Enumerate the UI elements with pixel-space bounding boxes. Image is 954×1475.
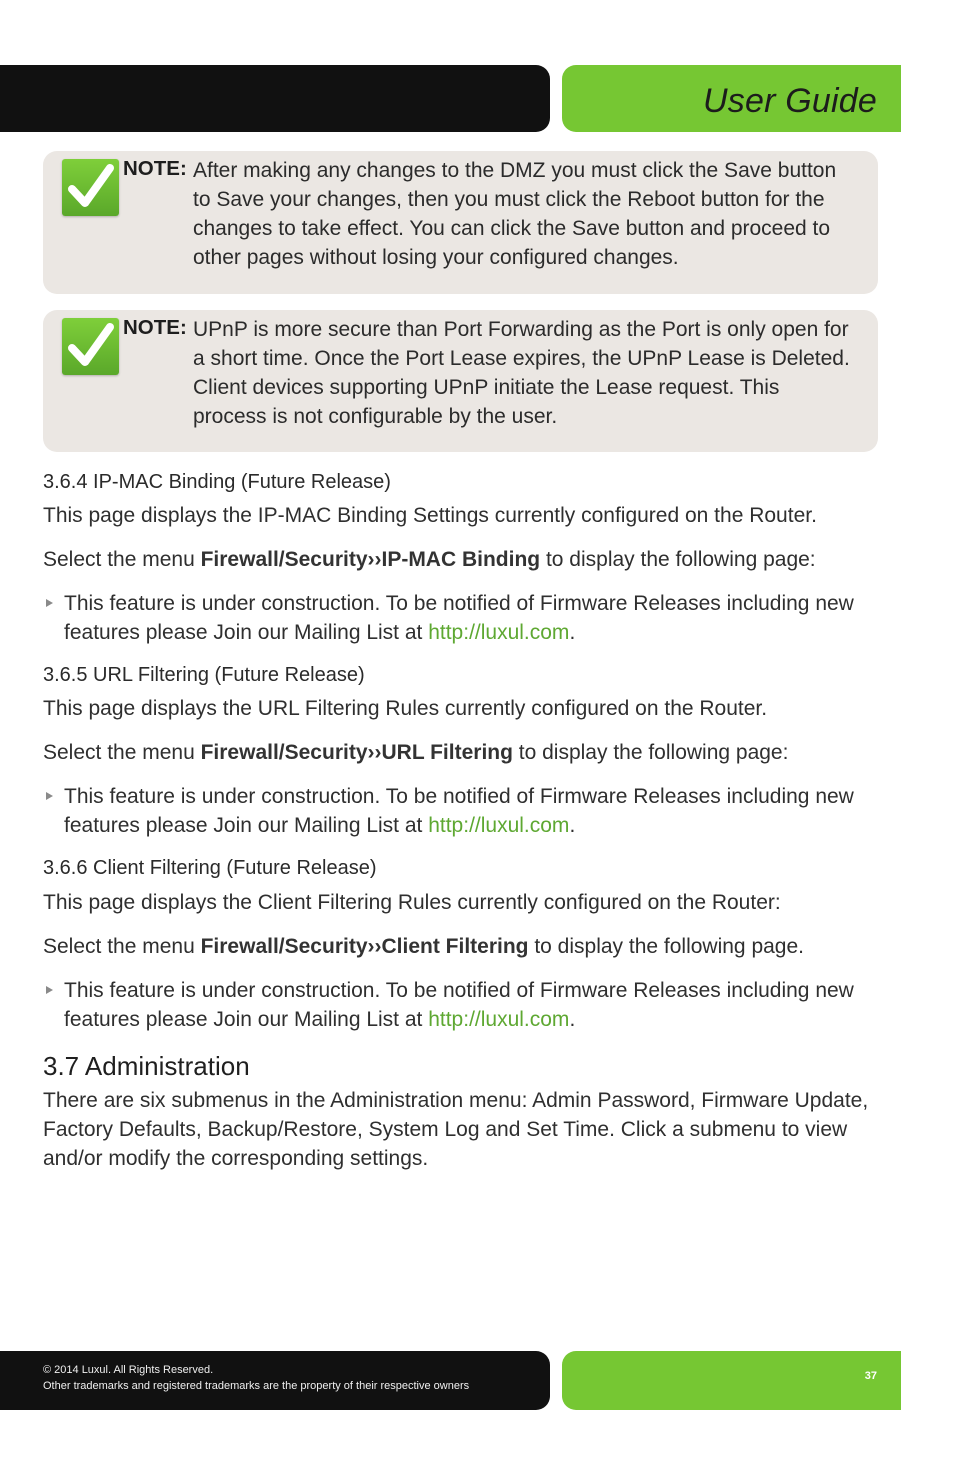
note-line: a short time. Once the Port Lease expires, the UPnP Lease is Deleted.	[193, 347, 850, 370]
note-line: UPnP is more secure than Port Forwarding as the Port is only open for	[193, 318, 849, 341]
menu-suffix: to display the following page:	[512, 741, 789, 764]
paragraph-line: There are six submenus in the Administration menu: Admin Password, Firmware Update,	[43, 1089, 869, 1112]
bullet-line	[64, 1005, 883, 1034]
note-line: other pages without losing your configured changes.	[193, 246, 679, 269]
menu-path: Firewall/Security››Client Filtering	[200, 935, 529, 958]
note-line: After making any changes to the DMZ you must click the Save button	[193, 159, 837, 182]
checkmark-icon	[62, 159, 119, 216]
header-green-bar	[562, 65, 901, 132]
luxul-link[interactable]: http://luxul.com	[428, 1008, 570, 1031]
menu-instruction	[43, 545, 883, 574]
paragraph-line: Factory Defaults, Backup/Restore, System Log and Set Time. Click a submenu to view	[43, 1118, 848, 1141]
section-heading-url-filtering: 3.6.5 URL Filtering (Future Release)	[43, 664, 365, 686]
note-box-dmz	[43, 151, 878, 294]
menu-suffix: to display the following page:	[540, 548, 816, 571]
note-label: NOTE:	[123, 316, 187, 339]
note-line: process is not configurable by the user.	[193, 405, 558, 428]
menu-prefix: Select the menu	[43, 935, 201, 958]
footer-green-bar	[562, 1351, 901, 1410]
menu-path: Firewall/Security››IP-MAC Binding	[200, 548, 541, 571]
header-black-bar	[0, 65, 550, 132]
period: .	[569, 1008, 576, 1031]
bullet-line	[64, 618, 883, 647]
bullet-line: This feature is under construction. To be notified of Firmware Releases including new	[64, 592, 854, 615]
menu-instruction	[43, 738, 883, 767]
trademark-text: Other trademarks and registered trademarks are the property of their respective owners	[43, 1380, 470, 1392]
administration-description	[43, 1086, 883, 1173]
note-line: to Save your changes, then you must click the Reboot button for the	[193, 188, 825, 211]
note-text	[193, 315, 863, 431]
document-title: User Guide	[703, 82, 877, 120]
bullet-text: features please Join our Mailing List at	[64, 1008, 429, 1031]
page-number: 37	[864, 1370, 877, 1382]
luxul-link[interactable]: http://luxul.com	[428, 621, 570, 644]
copyright-text: © 2014 Luxul. All Rights Reserved.	[43, 1364, 214, 1376]
section-heading-client-filtering: 3.6.6 Client Filtering (Future Release)	[43, 857, 377, 879]
note-box-upnp	[43, 310, 878, 452]
checkmark-icon	[62, 318, 119, 375]
footer-black-bar	[0, 1351, 550, 1410]
note-label: NOTE:	[123, 157, 187, 180]
note-text	[193, 156, 863, 272]
section-heading-ip-mac: 3.6.4 IP-MAC Binding (Future Release)	[43, 471, 391, 493]
menu-prefix: Select the menu	[43, 548, 201, 571]
menu-instruction	[43, 932, 883, 961]
bullet-line	[64, 811, 883, 840]
bullet-item	[43, 782, 883, 840]
paragraph-line: and/or modify the corresponding settings.	[43, 1147, 429, 1170]
bullet-item	[43, 976, 883, 1034]
section-description: This page displays the Client Filtering Rules currently configured on the Router:	[43, 891, 781, 914]
section-description: This page displays the IP-MAC Binding Settings currently configured on the Router.	[43, 504, 817, 527]
period: .	[569, 621, 576, 644]
section-description: This page displays the URL Filtering Rules currently configured on the Router.	[43, 697, 768, 720]
bullet-arrow-icon	[46, 599, 53, 607]
menu-path: Firewall/Security››URL Filtering	[200, 741, 513, 764]
note-line: changes to take effect. You can click the Save button and proceed to	[193, 217, 831, 240]
menu-prefix: Select the menu	[43, 741, 201, 764]
bullet-text: features please Join our Mailing List at	[64, 814, 429, 837]
bullet-arrow-icon	[46, 986, 53, 994]
section-heading-administration: 3.7 Administration	[43, 1051, 250, 1081]
bullet-item	[43, 589, 883, 647]
bullet-line: This feature is under construction. To be notified of Firmware Releases including new	[64, 785, 854, 808]
bullet-line: This feature is under construction. To be notified of Firmware Releases including new	[64, 979, 854, 1002]
period: .	[569, 814, 576, 837]
bullet-arrow-icon	[46, 792, 53, 800]
luxul-link[interactable]: http://luxul.com	[428, 814, 570, 837]
bullet-text: features please Join our Mailing List at	[64, 621, 429, 644]
note-line: Client devices supporting UPnP initiate the Lease request. This	[193, 376, 780, 399]
menu-suffix: to display the following page.	[528, 935, 804, 958]
